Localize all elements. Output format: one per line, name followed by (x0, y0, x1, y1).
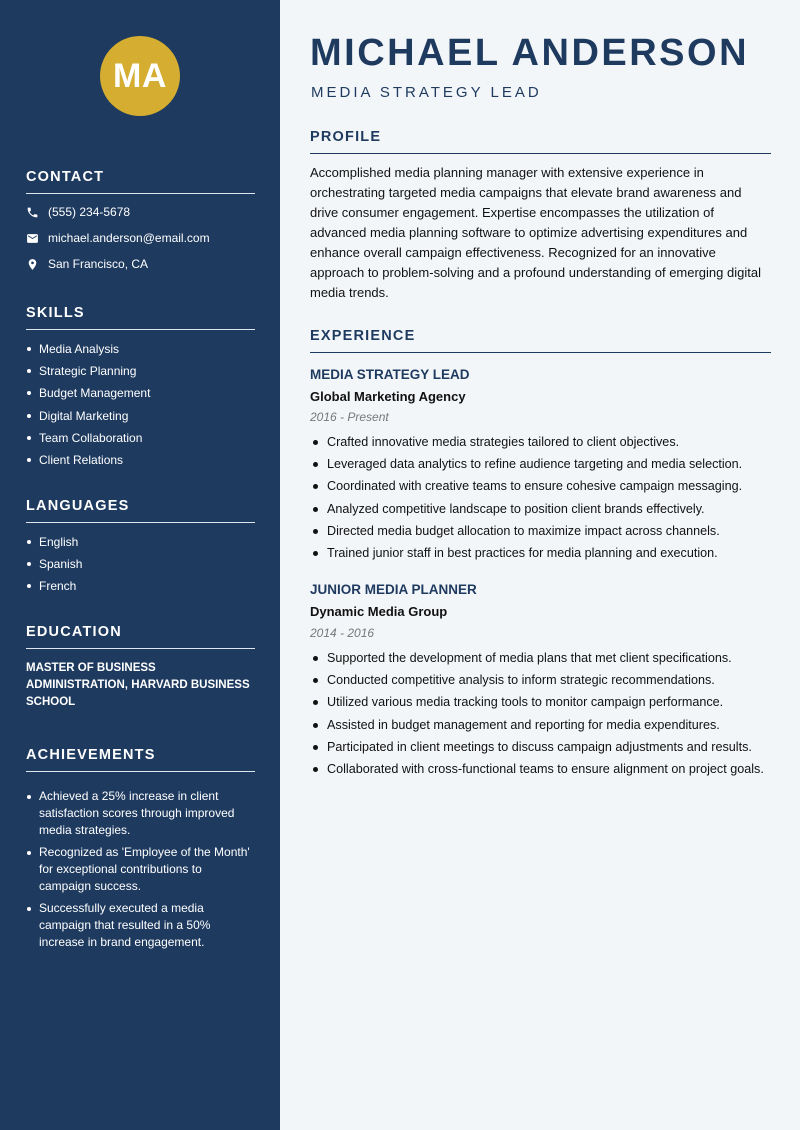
email-text[interactable]: michael.anderson@email.com (48, 231, 210, 245)
job-bullets (310, 433, 771, 566)
language-item: English (26, 534, 255, 556)
phone-icon (26, 206, 39, 219)
education-heading: EDUCATION (26, 624, 255, 649)
job-bullet: Supported the development of media plans that met client specifications. (310, 649, 771, 667)
job-bullet: Coordinated with creative teams to ensure cohesive campaign messaging. (310, 477, 771, 495)
profile-text: Accomplished media planning manager with extensive experience in orchestrating targeted media campaigns that elevate brand awareness and drive consumer engagement. Expertise encompasses the utilization of advanced media planning software to optimize advertising expenditures and enhance overall campaign effectiveness. Recognized for an innovative approach to problem-solving and a profound understanding of emerging digital media trends. (310, 165, 761, 300)
main-content (280, 0, 800, 1130)
job-company: Dynamic Media Group (310, 604, 448, 619)
candidate-name: MICHAEL ANDERSON (310, 32, 750, 74)
contact-phone (26, 205, 130, 219)
achievement-item: Successfully executed a media campaign that resulted in a 50% increase in brand engagement. (26, 900, 255, 951)
phone-text: (555) 234-5678 (48, 205, 131, 219)
location-icon (26, 258, 39, 271)
job-bullet: Conducted competitive analysis to inform strategic recommendations. (310, 671, 771, 689)
skill-item: Media Analysis (26, 341, 255, 363)
job-company: Global Marketing Agency (310, 389, 466, 404)
job-bullet: Utilized various media tracking tools to monitor campaign performance. (310, 693, 771, 711)
job-dates: 2014 - 2016 (310, 626, 375, 640)
experience-heading: EXPERIENCE (310, 328, 771, 353)
job-bullets (310, 649, 771, 782)
avatar (100, 36, 180, 116)
achievements-heading: ACHIEVEMENTS (26, 747, 255, 772)
achievement-item: Recognized as 'Employee of the Month' for exceptional contributions to campaign success. (26, 844, 255, 895)
job-bullet: Participated in client meetings to discuss campaign adjustments and results. (310, 738, 771, 756)
contact-heading: CONTACT (26, 169, 255, 194)
job-bullet: Trained junior staff in best practices for media planning and execution. (310, 544, 771, 562)
job-dates: 2016 - Present (310, 410, 389, 424)
achievements-list (26, 788, 255, 956)
skill-item: Team Collaboration (26, 430, 255, 452)
profile-heading: PROFILE (310, 129, 771, 154)
email-icon (26, 232, 39, 245)
education-degree: MASTER OF BUSINESS ADMINISTRATION, HARVARD BUSINESS SCHOOL (26, 662, 250, 708)
skill-item: Budget Management (26, 385, 255, 407)
achievement-item: Achieved a 25% increase in client satisfaction scores through improved media strategies. (26, 788, 255, 839)
language-item: Spanish (26, 556, 255, 578)
job-bullet: Crafted innovative media strategies tailored to client objectives. (310, 433, 771, 451)
skills-list (26, 341, 255, 474)
skills-heading: SKILLS (26, 305, 255, 330)
job-bullet: Analyzed competitive landscape to position client brands effectively. (310, 500, 771, 518)
location-text: San Francisco, CA (48, 257, 149, 271)
job-bullet: Assisted in budget management and reporting for media expenditures. (310, 716, 771, 734)
languages-list (26, 534, 255, 601)
skill-item: Strategic Planning (26, 363, 255, 385)
job-title: JUNIOR MEDIA PLANNER (310, 582, 477, 597)
languages-heading: LANGUAGES (26, 498, 255, 523)
job-bullet: Leveraged data analytics to refine audience targeting and media selection. (310, 455, 771, 473)
job-bullet: Collaborated with cross-functional teams to ensure alignment on project goals. (310, 760, 771, 778)
skill-item: Digital Marketing (26, 408, 255, 430)
contact-location (26, 257, 148, 271)
avatar-initials: MA (113, 56, 167, 95)
skill-item: Client Relations (26, 452, 255, 474)
job-title: MEDIA STRATEGY LEAD (310, 367, 470, 382)
language-item: French (26, 578, 255, 600)
candidate-title: MEDIA STRATEGY LEAD (311, 84, 542, 101)
contact-email (26, 231, 210, 245)
job-bullet: Directed media budget allocation to maximize impact across channels. (310, 522, 771, 540)
sidebar (0, 0, 280, 1130)
